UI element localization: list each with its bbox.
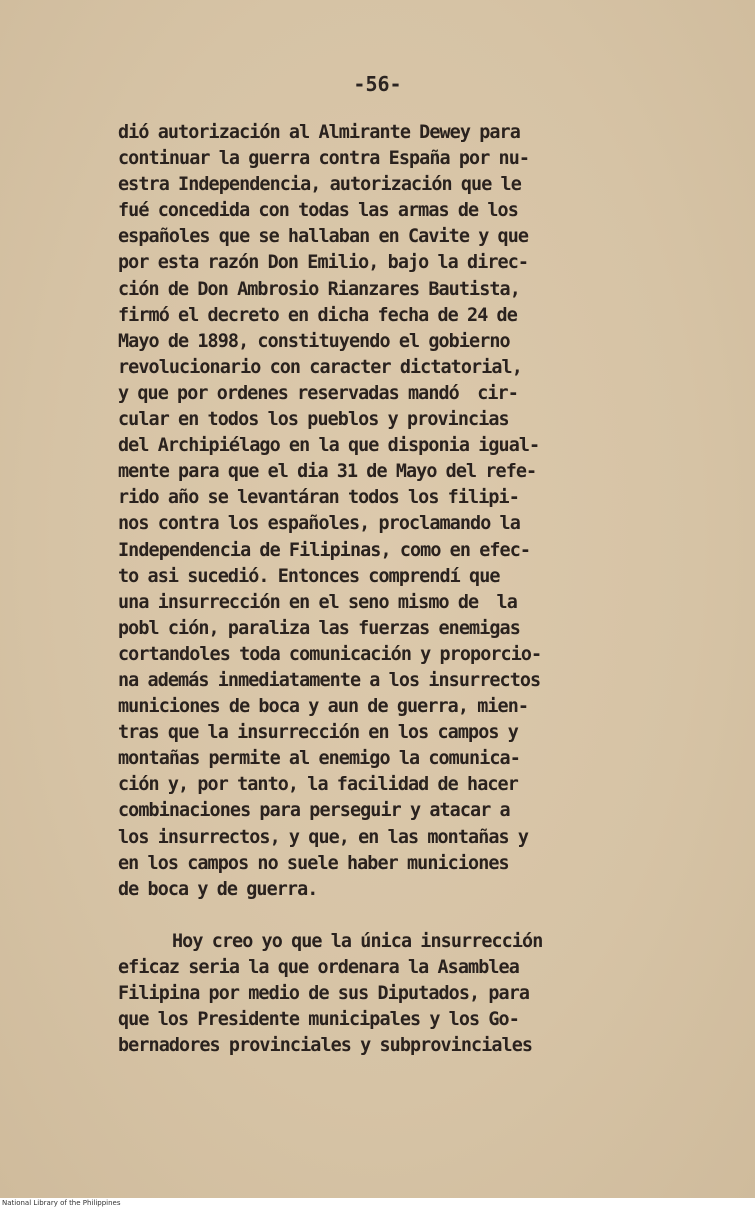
text-line: fué concedida con todas las armas de los — [118, 200, 518, 222]
text-line: combinaciones para perseguir y atacar a — [118, 800, 510, 822]
text-line: revolucionario con caracter dictatorial, — [118, 356, 522, 378]
text-line: españoles que se hallaban en Cavite y que — [118, 226, 529, 248]
text-line: que los Presidente municipales y los Go- — [118, 1009, 519, 1031]
text-line: pobl ción, paraliza las fuerzas enemigas — [118, 617, 520, 639]
paragraph-spacer — [118, 903, 678, 929]
footer-credit: National Library of the Philippines — [2, 1199, 121, 1207]
text-line: Hoy creo yo que la única insurrección — [172, 930, 543, 952]
text-line: municiones de boca y aun de guerra, mien- — [118, 696, 529, 718]
body-text — [118, 120, 678, 1059]
text-line: los insurrectos, y que, en las montañas y — [118, 826, 529, 848]
text-line: dió autorización al Almirante Dewey para — [118, 122, 520, 143]
text-line: una insurrección en el seno mismo de la — [118, 591, 517, 613]
text-line: en los campos no suele haber municiones — [118, 852, 509, 874]
text-line: firmó el decreto en dicha fecha de 24 de — [118, 304, 517, 326]
text-line: continuar la guerra contra España por nu- — [118, 148, 530, 170]
text-line: rido año se levantáran todos los filipi- — [118, 487, 519, 509]
paragraph-1 — [118, 120, 678, 903]
text-line: estra Independencia, autorización que le — [118, 174, 521, 196]
text-line: eficaz seria la que ordenara la Asamblea — [118, 956, 519, 978]
text-line: tras que la insurrección en los campos y — [118, 722, 518, 744]
text-line: Independencia de Filipinas, como en efec- — [118, 539, 531, 561]
text-line: cular en todos los pueblos y provincias — [118, 409, 509, 431]
text-line: y que por ordenes reservadas mandó cir- — [118, 382, 518, 404]
text-line: nos contra los españoles, proclamando la — [118, 513, 520, 535]
text-line: por esta razón Don Emilio, bajo la direc- — [118, 252, 529, 274]
text-line: ción de Don Ambrosio Rianzares Bautista, — [118, 278, 520, 300]
text-line: montañas permite al enemigo la comunica- — [118, 748, 520, 770]
text-line: Mayo de 1898, constituyendo el gobierno — [118, 330, 510, 352]
text-line: ción y, por tanto, la facilidad de hacer — [118, 774, 518, 796]
text-line: na además inmediatamente a los insurrectos — [118, 669, 541, 691]
text-line: bernadores provinciales y subprovinciales — [118, 1035, 533, 1057]
text-line: to asi sucedió. Entonces comprendí que — [118, 565, 500, 587]
text-line: de boca y de guerra. — [118, 878, 318, 900]
paragraph-2 — [118, 929, 678, 1059]
page-number: -56- — [353, 72, 402, 96]
text-line: cortandoles toda comunicación y proporcio- — [118, 643, 542, 665]
text-line: mente para que el dia 31 de Mayo del refe- — [118, 461, 537, 483]
text-line: del Archipiélago en la que disponia igual- — [118, 435, 540, 457]
text-line: Filipina por medio de sus Diputados, para — [118, 983, 530, 1004]
